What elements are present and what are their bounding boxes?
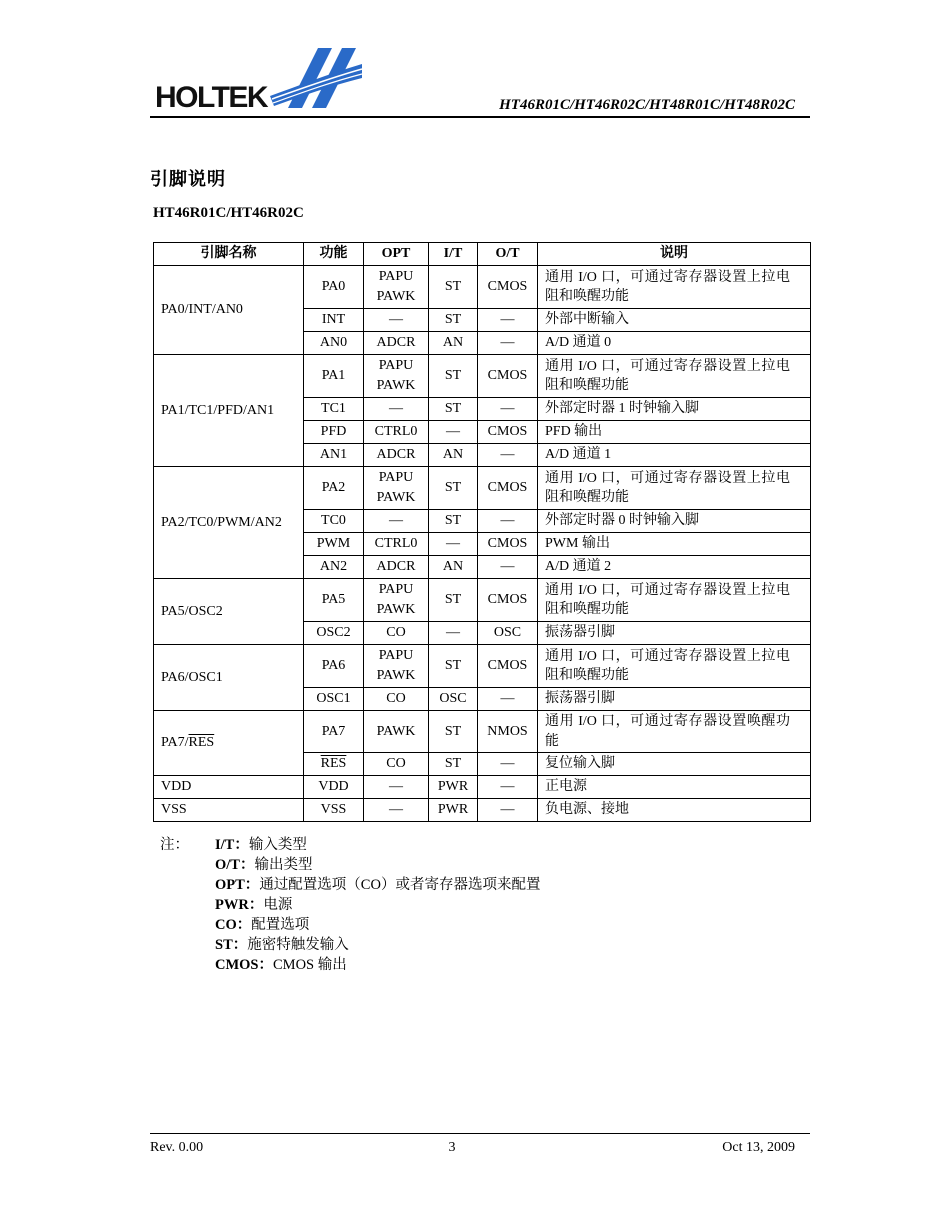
description-cell: 通用 I/O 口，可通过寄存器设置上拉电阻和唤醒功能 [538,579,811,622]
note-item [215,955,715,975]
pin-name-cell [154,799,304,822]
opt-cell: CTRL0 [364,533,429,556]
note-desc: 输入类型 [248,837,307,853]
output-type-cell: NMOS [478,711,538,753]
column-header-opt: OPT [364,243,429,266]
function-cell: TC0 [304,510,364,533]
input-type-cell: ST [429,645,478,688]
opt-cell: PAPU PAWK [364,355,429,398]
function-cell: TC1 [304,398,364,421]
pin-name-cell [154,355,304,467]
input-type-cell: — [429,622,478,645]
note-term: I/T： [215,837,249,853]
output-type-cell: OSC [478,622,538,645]
note-item [215,835,715,855]
input-type-cell: ST [429,398,478,421]
output-type-cell: — [478,688,538,711]
input-type-cell: — [429,421,478,444]
note-desc: 输出类型 [254,857,313,873]
table-row [154,776,811,799]
pin-name: PA6/OSC1 [161,669,223,685]
footer-rule [150,1133,810,1134]
function-cell: OSC1 [304,688,364,711]
table-row [154,579,811,622]
document-title: HT46R01C/HT46R02C/HT48R01C/HT48R02C [499,97,795,113]
function-cell: PA5 [304,579,364,622]
note-desc: 通过配置选项（CO）或者寄存器选项来配置 [259,877,541,893]
table-row [154,266,811,309]
opt-cell: — [364,776,429,799]
footer-revision: Rev. 0.00 [150,1140,204,1155]
function-cell: PA2 [304,467,364,510]
note-desc: 电源 [263,897,293,913]
description-cell: 负电源、接地 [538,799,811,822]
description-cell: 通用 I/O 口，可通过寄存器设置上拉电阻和唤醒功能 [538,266,811,309]
output-type-cell: — [478,799,538,822]
input-type-cell: PWR [429,776,478,799]
pin-name: PA5/OSC2 [161,603,223,619]
column-header-description: 说明 [538,243,811,266]
pin-name-cell [154,645,304,711]
note-term: CMOS： [215,957,273,973]
function-cell: PA0 [304,266,364,309]
column-header-function: 功能 [304,243,364,266]
description-cell: 通用 I/O 口，可通过寄存器设置上拉电阻和唤醒功能 [538,355,811,398]
table-header-row [154,243,811,266]
notes-list [215,835,715,975]
function-cell: VSS [304,799,364,822]
page-number: 3 [448,1140,456,1155]
column-header-output-type: O/T [478,243,538,266]
opt-cell: PAPU PAWK [364,645,429,688]
function-cell: PA1 [304,355,364,398]
pin-name: VDD [161,779,192,794]
section-title: 引脚说明 [150,169,226,190]
opt-cell: PAPU PAWK [364,467,429,510]
pin-name-cell [154,776,304,799]
output-type-cell: — [478,753,538,776]
table-subtitle: HT46R01C/HT46R02C [153,205,304,221]
holtek-logo-icon [268,42,363,112]
function-cell: PA7 [304,711,364,753]
function-cell: $\overline{RES}$ [304,753,364,776]
function-cell: AN0 [304,332,364,355]
output-type-cell: — [478,510,538,533]
input-type-cell: — [429,533,478,556]
opt-cell: PAWK [364,711,429,753]
function-cell: PA6 [304,645,364,688]
description-cell: A/D 通道 0 [538,332,811,355]
output-type-cell: — [478,776,538,799]
opt-cell: ADCR [364,444,429,467]
description-cell: 通用 I/O 口，可通过寄存器设置上拉电阻和唤醒功能 [538,467,811,510]
output-type-cell: — [478,332,538,355]
note-desc: CMOS 输出 [273,957,347,973]
input-type-cell: ST [429,309,478,332]
opt-cell: PAPU PAWK [364,266,429,309]
opt-cell: — [364,398,429,421]
output-type-cell: CMOS [478,579,538,622]
opt-cell: CO [364,622,429,645]
note-term: PWR： [215,897,264,913]
description-cell: 正电源 [538,776,811,799]
opt-cell: — [364,799,429,822]
pin-name-overline: $\overline{RES}$ [188,735,215,750]
function-cell: OSC2 [304,622,364,645]
pin-name-cell [154,579,304,645]
input-type-cell: ST [429,579,478,622]
input-type-cell: ST [429,355,478,398]
header-rule [150,116,810,118]
output-type-cell: CMOS [478,645,538,688]
output-type-cell: — [478,309,538,332]
function-cell: PWM [304,533,364,556]
footer-date: Oct 13, 2009 [722,1140,795,1155]
input-type-cell: AN [429,556,478,579]
description-cell: 外部定时器 0 时钟输入脚 [538,510,811,533]
table-row [154,645,811,688]
output-type-cell: — [478,556,538,579]
description-cell: 外部中断输入 [538,309,811,332]
table-row [154,799,811,822]
note-desc: 施密特触发输入 [247,937,349,953]
pin-name: PA7/ [161,735,189,750]
note-desc: 配置选项 [251,917,310,933]
column-header-input-type: I/T [429,243,478,266]
function-cell: AN2 [304,556,364,579]
opt-cell: PAPU PAWK [364,579,429,622]
note-term: CO： [215,917,252,933]
table-row [154,467,811,510]
description-cell: 通用 I/O 口，可通过寄存器设置上拉电阻和唤醒功能 [538,645,811,688]
description-cell: 外部定时器 1 时钟输入脚 [538,398,811,421]
opt-cell: — [364,510,429,533]
input-type-cell: OSC [429,688,478,711]
output-type-cell: CMOS [478,355,538,398]
note-item [215,935,715,955]
note-term: O/T： [215,857,255,873]
output-type-cell: — [478,398,538,421]
output-type-cell: CMOS [478,421,538,444]
input-type-cell: AN [429,332,478,355]
pin-name: PA0/INT/AN0 [161,302,243,317]
table-header [154,243,811,266]
logo-wordmark: HOLTEK [155,81,268,114]
output-type-cell: — [478,444,538,467]
description-cell: 通用 I/O 口，可通过寄存器设置唤醒功能 [538,711,811,753]
function-cell: INT [304,309,364,332]
description-cell: PFD 输出 [538,421,811,444]
table-body [154,266,811,822]
notes-label: 注： [160,837,189,853]
opt-cell: CTRL0 [364,421,429,444]
opt-cell: CO [364,688,429,711]
pin-name: VSS [161,802,187,817]
description-cell: A/D 通道 1 [538,444,811,467]
input-type-cell: ST [429,510,478,533]
pin-name-cell [154,467,304,579]
input-type-cell: AN [429,444,478,467]
opt-cell: — [364,309,429,332]
opt-cell: ADCR [364,332,429,355]
pin-name-cell [154,711,304,776]
function-cell: PFD [304,421,364,444]
note-item [215,915,715,935]
output-type-cell: CMOS [478,266,538,309]
description-cell: 复位输入脚 [538,753,811,776]
output-type-cell: CMOS [478,467,538,510]
pin-description-table [153,242,811,822]
description-cell: A/D 通道 2 [538,556,811,579]
column-header-pin-name: 引脚名称 [154,243,304,266]
table-row [154,711,811,753]
pin-name: PA1/TC1/PFD/AN1 [161,402,275,418]
pin-name-cell [154,266,304,355]
function-cell: VDD [304,776,364,799]
description-cell: 振荡器引脚 [538,688,811,711]
notes [160,835,720,975]
input-type-cell: ST [429,467,478,510]
opt-cell: ADCR [364,556,429,579]
input-type-cell: ST [429,266,478,309]
input-type-cell: PWR [429,799,478,822]
pin-name: PA2/TC0/PWM/AN2 [161,514,282,530]
note-item [215,855,715,875]
note-item [215,875,715,895]
note-term: OPT： [215,877,260,893]
input-type-cell: ST [429,753,478,776]
description-cell: PWM 输出 [538,533,811,556]
description-cell: 振荡器引脚 [538,622,811,645]
input-type-cell: ST [429,711,478,753]
note-term: ST： [215,937,248,953]
note-item [215,895,715,915]
opt-cell: CO [364,753,429,776]
function-cell: AN1 [304,444,364,467]
output-type-cell: CMOS [478,533,538,556]
table-row [154,355,811,398]
